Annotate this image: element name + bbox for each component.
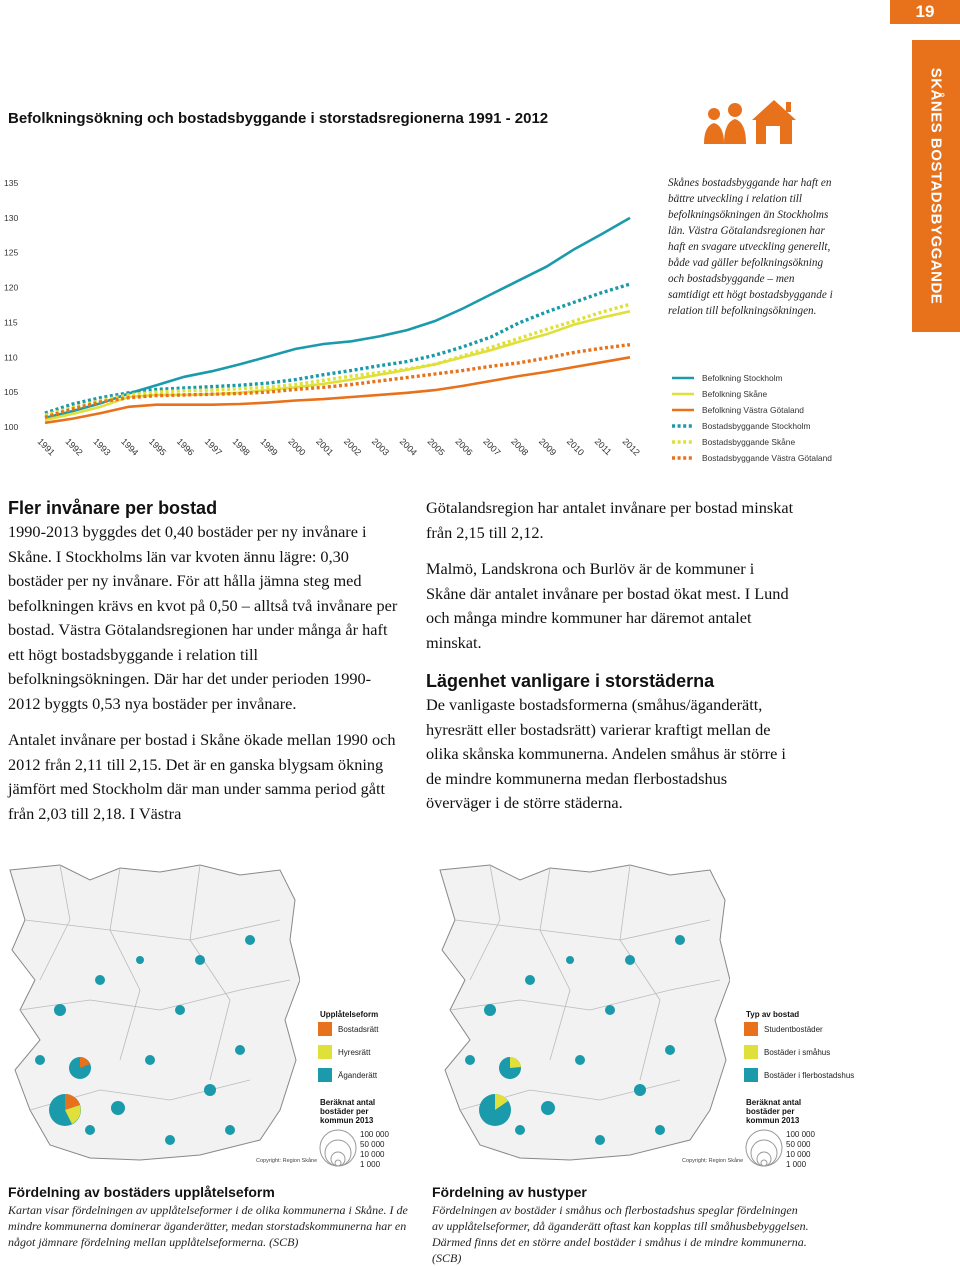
map2-legend-item-3 [744,1068,854,1082]
map2-size-1: 100 000 [786,1130,815,1139]
side-tab-label: SKÅNES BOSTADSBYGGANDE [927,67,945,305]
map-housing-type [430,860,730,1170]
legend-swatch [672,407,694,413]
text-column-right [426,496,796,828]
x-tick-label: 1993 [91,436,113,458]
map1-legend-item-1 [318,1022,378,1036]
map2-caption: Fördelningen av bostäder i småhus och flerbostadshus speglar fördelningen av upplåtelseformer, då äganderätt oftast kan kopplas till småhusbebyggelsen. Därmed finns det en större andel bostäder i småhus i de mindre kommunerna. (SCB) [432,1203,809,1265]
x-tick-label: 2011 [592,436,614,458]
map2-size-2: 50 000 [786,1140,811,1149]
map2-legend-title: Typ av bostad [746,1010,800,1019]
y-tick-label: 120 [4,282,19,293]
x-tick-label: 2012 [620,436,642,458]
legend-label: Bostadsbyggande Västra Götaland [702,453,832,463]
legend-label: Befolkning Västra Götaland [702,405,804,415]
heading-apartments: Lägenhet vanligare i storstäderna [426,671,715,691]
swatch-orange [744,1022,758,1036]
map2-legend-item-2 [744,1045,830,1059]
x-tick-label: 1998 [230,436,252,458]
legend-item [672,450,832,466]
legend-swatch [672,375,694,381]
y-tick-label: 105 [4,387,19,398]
map2-title: Fördelning av hustyper [432,1184,587,1200]
swatch-orange [318,1022,332,1036]
series-line-3 [45,357,630,423]
map1-size-circles [318,1128,358,1168]
map1-copyright: Copyright: Region Skåne [256,1158,318,1164]
x-tick-label: 1999 [258,436,280,458]
line-chart [0,170,660,470]
x-tick-label: 2000 [286,436,308,458]
legend-label: Studentbostäder [764,1024,823,1034]
paragraph-2: Antalet invånare per bostad i Skåne ökade mellan 1990 och 2012 från 2,11 till 2,15. Det är en ganska blygsam ökning jämfört med Stockholm där man under samma period gått från 2,03 till 2,18. I Västra [8,730,396,823]
legend-label: Äganderätt [338,1070,378,1080]
legend-label: Bostadsrätt [338,1024,379,1034]
paragraph-5: De vanligaste bostadsformerna (småhus/äganderätt, hyresrätt eller bostadsrätt) varierar kraftigt mellan de olika skånska kommunerna. Andelen småhus är större i de mindre kommunerna medan flerbostadshus överväger i de större städerna. [426,695,786,812]
legend-item [672,402,832,418]
legend-item [672,386,832,402]
x-tick-label: 2007 [481,436,503,458]
chart-caption: Skånes bostadsbyggande har haft en bättre utveckling i relation till befolkningsökningen än Stockholms län. Västra Götalandsregionen har haft en svagare utveckling generellt, både vad gäller befolkningsökning och bostadsbyggande – men samtidigt ett högt bostadsbyggande i relation till befolkningsökningen. [668,177,833,317]
map2-legend-item-1 [744,1022,823,1036]
people-icon [704,103,746,144]
y-tick-label: 135 [4,178,19,188]
x-tick-label: 2010 [564,436,587,458]
legend-item [672,418,832,434]
y-tick-label: 130 [4,212,19,223]
chart-title: Befolkningsökning och bostadsbyggande i storstadsregionerna 1991 - 2012 [8,110,549,127]
map1-legend-item-3 [318,1068,377,1082]
x-tick-label: 2008 [509,436,531,458]
house-icon [752,100,796,144]
x-tick-label: 2006 [453,436,475,458]
legend-label: Bostäder i småhus [764,1047,831,1057]
legend-label: Hyresrätt [338,1047,371,1057]
map1-size-4: 1 000 [360,1160,381,1169]
legend-label: Befolkning Stockholm [702,373,783,383]
paragraph-1: 1990-2013 byggdes det 0,40 bostäder per ny invånare i Skåne. I Stockholms län var kvoten ännu lägre: 0,30 bostäder per ny invånare. För att hålla jämna steg med befolkningen krävs en kvot på 0,50 – alltså två invånare per bostad. Västra Götalandsregionen har under många år haft ett högt bostadsbyggande i relation till befolkningsökningen. Där har det under perioden 1990-2012 byggts 0,53 nya bostäder per invånare. [8,522,398,713]
side-tab [912,40,960,332]
y-tick-label: 100 [4,422,19,432]
map1-legend-item-2 [318,1045,370,1059]
map-tenure [0,860,300,1170]
x-tick-label: 1991 [35,436,57,458]
paragraph-3: Götalandsregion har antalet invånare per bostad minskat från 2,15 till 2,12. [426,498,794,542]
legend-label: Bostadsbyggande Stockholm [702,421,811,431]
text-column-left [8,496,398,838]
swatch-teal [744,1068,758,1082]
people-house-icons [700,96,800,146]
y-tick-label: 110 [4,352,18,363]
map2-size-4: 1 000 [786,1160,807,1169]
y-tick-label: 115 [4,317,18,328]
map1-size-2: 50 000 [360,1140,385,1149]
x-tick-label: 1997 [202,436,224,458]
series-line-2 [45,311,630,420]
map2-copyright: Copyright: Region Skåne [682,1158,744,1164]
legend-label: Befolkning Skåne [702,389,768,399]
map2-size-title: Beräknat antal bostäder per kommun 2013 [746,1098,802,1125]
swatch-yellow [318,1045,332,1059]
x-tick-label: 2002 [342,436,364,458]
map2-size-3: 10 000 [786,1150,811,1159]
legend-swatch [672,439,694,445]
swatch-teal [318,1068,332,1082]
y-tick-label: 125 [4,247,19,258]
page-number: 19 [890,0,960,24]
x-tick-label: 1992 [63,436,85,458]
legend-swatch [672,455,694,461]
series-line-1 [45,218,630,418]
x-tick-label: 1995 [147,436,169,458]
map1-caption: Kartan visar fördelningen av upplåtelseformer i de olika kommunerna i Skåne. I de mindre kommunerna dominerar äganderätter, medan storstadskommunerna har en något jämnare fördelning mellan upplåtelseformerna. (SCB) [8,1203,408,1249]
x-tick-label: 1994 [119,436,141,458]
map1-size-title: Beräknat antal bostäder per kommun 2013 [320,1098,376,1125]
chart-legend [672,370,832,466]
legend-label: Bostadsbyggande Skåne [702,437,796,447]
paragraph-4: Malmö, Landskrona och Burlöv är de kommuner i Skåne där antalet invånare per bostad ökat mest. I Lund och många mindre kommuner har däremot antalet minskat. [426,559,789,652]
map1-legend-title: Upplåtelseform [320,1010,379,1019]
legend-label: Bostäder i flerbostadshus [764,1070,855,1080]
x-tick-label: 2003 [369,436,392,458]
x-tick-label: 2001 [314,436,336,458]
x-tick-label: 2005 [425,436,447,458]
map2-size-circles [744,1128,784,1168]
legend-swatch [672,423,694,429]
swatch-yellow [744,1045,758,1059]
x-tick-label: 1996 [174,436,197,458]
map1-title: Fördelning av bostäders upplåtelseform [8,1184,275,1200]
legend-item [672,434,832,450]
map1-size-1: 100 000 [360,1130,389,1139]
map1-size-3: 10 000 [360,1150,385,1159]
heading-more-residents: Fler invånare per bostad [8,498,218,518]
x-tick-label: 2009 [537,436,559,458]
x-tick-label: 2004 [397,436,419,458]
legend-swatch [672,391,694,397]
legend-item [672,370,832,386]
